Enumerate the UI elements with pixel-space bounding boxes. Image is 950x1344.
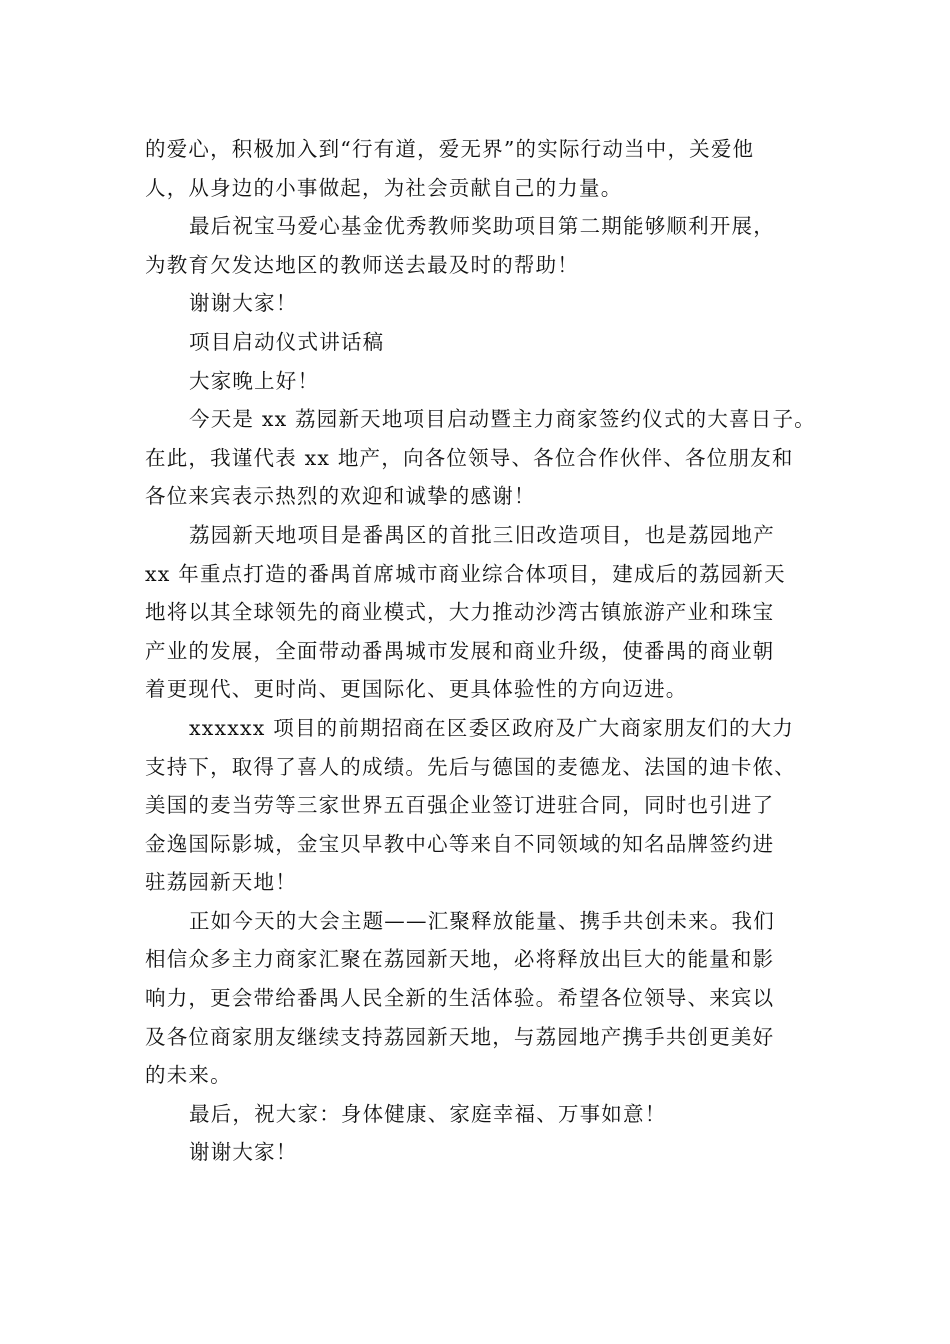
text-line: 今天是 xx 荔园新天地项目启动暨主力商家签约仪式的大喜日子。 (189, 407, 816, 432)
text-line: xxxxxx 项目的前期招商在区委区政府及广大商家朋友们的大力 (189, 715, 795, 740)
text-line: 驻荔园新天地！ (145, 870, 297, 895)
text-line: 人，从身边的小事做起，为社会贡献自己的力量。 (145, 175, 623, 200)
closing-line: 谢谢大家！ (189, 291, 298, 316)
text-line: 最后祝宝马爱心基金优秀教师奖助项目第二期能够顺利开展， (189, 214, 775, 239)
text-line: 各位来宾表示热烈的欢迎和诚挚的感谢！ (145, 484, 536, 509)
text-line: 响力，更会带给番禺人民全新的生活体验。希望各位领导、来宾以 (145, 986, 775, 1011)
speech-title: 项目启动仪式讲话稿 (189, 329, 385, 354)
text-line: 金逸国际影城，金宝贝早教中心等来自不同领域的知名品牌签约进 (145, 831, 775, 856)
text-line: 及各位商家朋友继续支持荔园新天地，与荔园地产携手共创更美好 (145, 1024, 775, 1049)
text-line: 相信众多主力商家汇聚在荔园新天地，必将释放出巨大的能量和影 (145, 947, 775, 972)
text-line: 为教育欠发达地区的教师送去最及时的帮助！ (145, 252, 579, 277)
text-line: 在此，我谨代表 xx 地产，向各位领导、各位合作伙伴、各位朋友和 (145, 445, 794, 470)
text-line: 产业的发展，全面带动番禺城市发展和商业升级，使番禺的商业朝 (145, 638, 775, 663)
document-body (145, 130, 816, 1172)
text-line: 着更现代、更时尚、更国际化、更具体验性的方向迈进。 (145, 677, 688, 702)
text-line: 的爱心，积极加入到“行有道，爱无界”的实际行动当中，关爱他 (145, 137, 755, 161)
text-line: xx 年重点打造的番禺首席城市商业综合体项目，建成后的荔园新天 (145, 561, 786, 586)
text-line: 美国的麦当劳等三家世界五百强企业签订进驻合同，同时也引进了 (145, 793, 775, 818)
text-line: 荔园新天地项目是番禺区的首批三旧改造项目，也是荔园地产 (189, 522, 775, 547)
text-line: 正如今天的大会主题——汇聚释放能量、携手共创未来。我们 (189, 908, 775, 933)
text-line: 的未来。 (145, 1063, 232, 1088)
text-line: 支持下，取得了喜人的成绩。先后与德国的麦德龙、法国的迪卡侬、 (145, 754, 796, 779)
text-line: 最后，祝大家：身体健康、家庭幸福、万事如意！ (189, 1101, 667, 1126)
closing-line: 谢谢大家！ (189, 1140, 298, 1165)
greeting-line: 大家晚上好！ (189, 368, 320, 393)
text-line: 地将以其全球领先的商业模式，大力推动沙湾古镇旅游产业和珠宝 (145, 600, 775, 625)
